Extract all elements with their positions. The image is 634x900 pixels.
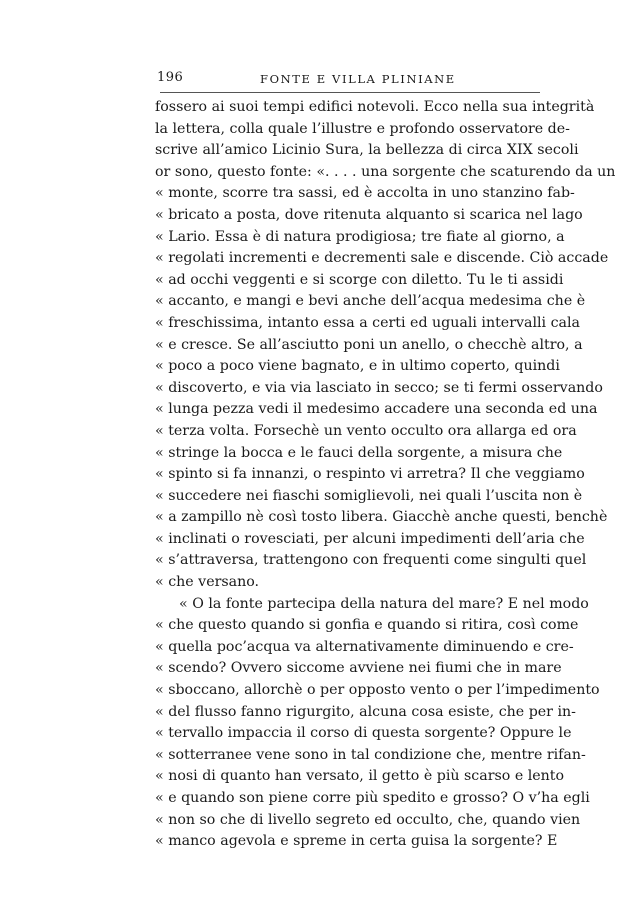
text-line: « poco a poco viene bagnato, e in ultimo coperto, quindi (155, 358, 560, 375)
text-line: « discoverto, e via via lasciato in secco; se ti fermi osservando (155, 379, 603, 396)
text-line: « del flusso fanno rigurgito, alcuna cosa esiste, che per in- (155, 703, 576, 720)
text-line: « bricato a posta, dove ritenuta alquanto si scarica nel lago (155, 206, 583, 223)
text-line: or sono, questo fonte: «. . . . una sorgente che scaturendo da un (155, 163, 616, 180)
text-line: « spinto si fa innanzi, o respinto vi arretra? Il che veggiamo (155, 466, 585, 483)
text-line: « Lario. Essa è di natura prodigiosa; tre fiate al giorno, a (155, 228, 565, 245)
running-title: FONTE E VILLA PLINIANE (260, 72, 456, 86)
text-line: « a zampillo nè così tosto libera. Giacchè anche questi, benchè (155, 509, 608, 526)
body-text (155, 97, 616, 853)
text-line: « tervallo impaccia il corso di questa sorgente? Oppure le (155, 725, 572, 742)
text-line: « monte, scorre tra sassi, ed è accolta in uno stanzino fab- (155, 185, 575, 202)
text-line: « che versano. (155, 574, 260, 591)
text-line: « e quando son piene corre più spedito e grosso? O v’ha egli (155, 790, 590, 806)
text-line: « lunga pezza vedi il medesimo accadere una seconda ed una (155, 401, 598, 418)
text-line: « s’attraversa, trattengono con frequenti come singulti quel (155, 552, 587, 569)
text-line: « manco agevola e spreme in certa guisa la sorgente? E (155, 833, 558, 850)
text-line: scrive all’amico Licinio Sura, la bellezza di circa XIX secoli (155, 142, 579, 159)
text-line: fossero ai suoi tempi edifici notevoli. Ecco nella sua integrità (155, 99, 595, 115)
text-line: « che questo quando si gonfia e quando si ritira, così come (155, 617, 579, 634)
text-line: « scendo? Ovvero siccome avviene nei fiumi che in mare (155, 660, 562, 677)
page-number: 196 (157, 70, 184, 85)
text-line: « sboccano, allorchè o per opposto vento o per l’impedimento (155, 682, 600, 699)
text-line: « non so che di livello segreto ed occulto, che, quando vien (155, 811, 581, 828)
header-rule (160, 92, 540, 93)
text-line: la lettera, colla quale l’illustre e profondo osservatore de- (155, 120, 570, 137)
text-line: « nosi di quanto han versato, il getto è più scarso e lento (155, 768, 565, 785)
text-line: « accanto, e mangi e bevi anche dell’acqua medesima che è (155, 293, 586, 310)
text-line: « regolati incrementi e decrementi sale e discende. Ciò accade (155, 250, 609, 267)
text-line: « sotterranee vene sono in tal condizione che, mentre rifan- (155, 746, 586, 763)
text-line: « succedere nei fiaschi somiglievoli, nei quali l’uscita non è (155, 487, 583, 504)
text-line: « stringe la bocca e le fauci della sorgente, a misura che (155, 444, 563, 461)
text-line: « quella poc’acqua va alternativamente diminuendo e cre- (155, 638, 574, 655)
text-line: « inclinati o rovesciati, per alcuni impedimenti dell’aria che (155, 530, 585, 547)
text-line: « ad occhi veggenti e si scorge con diletto. Tu le ti assidi (155, 271, 564, 288)
text-line: « e cresce. Se all’asciutto poni un anello, o checchè altro, a (155, 336, 583, 353)
text-line: « freschissima, intanto essa a certi ed uguali intervalli cala (155, 314, 580, 331)
text-line: « terza volta. Forsechè un vento occulto ora allarga ed ora (155, 422, 577, 439)
text-line: « O la fonte partecipa della natura del mare? E nel modo (179, 595, 589, 612)
